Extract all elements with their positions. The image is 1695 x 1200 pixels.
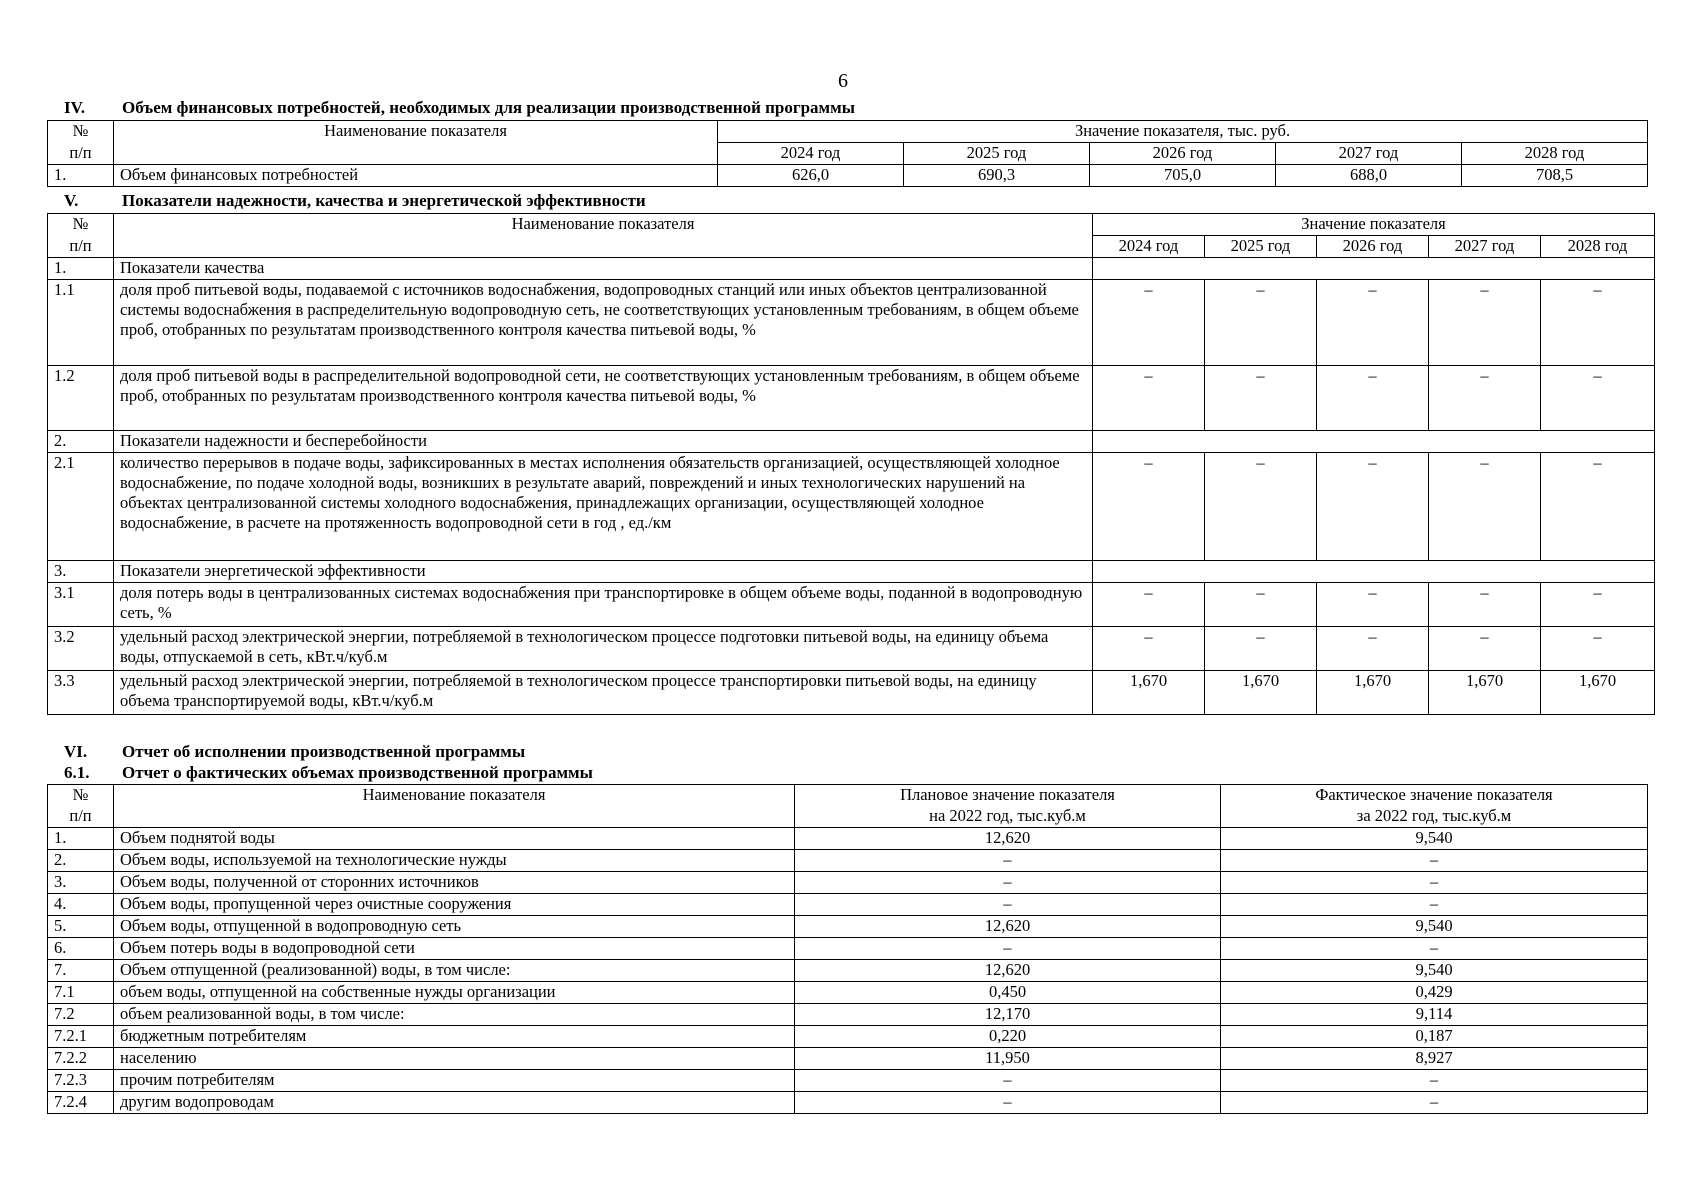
row-name: Объем финансовых потребностей: [114, 165, 718, 187]
row-name: объем реализованной воды, в том числе:: [114, 1004, 795, 1026]
row-value: 1,670: [1541, 671, 1655, 715]
row-name: Объем воды, полученной от сторонних источников: [114, 872, 795, 894]
row-fact: –: [1221, 1092, 1648, 1114]
row-value: –: [1541, 366, 1655, 431]
row-number: 7.2.1: [48, 1026, 114, 1048]
row-value: –: [1541, 280, 1655, 366]
header-value: Значение показателя: [1093, 214, 1655, 236]
header-year: 2025 год: [904, 143, 1090, 165]
header-name: Наименование показателя: [114, 785, 795, 807]
header-year: 2028 год: [1462, 143, 1648, 165]
row-fact: 8,927: [1221, 1048, 1648, 1070]
row-value: 1,670: [1093, 671, 1205, 715]
row-plan: 12,170: [795, 1004, 1221, 1026]
table-row: [48, 872, 1648, 894]
row-value: –: [1317, 280, 1429, 366]
header-year: 2025 год: [1205, 236, 1317, 258]
row-value: –: [1093, 280, 1205, 366]
section-iv-number: IV.: [64, 98, 85, 117]
row-fact: 0,187: [1221, 1026, 1648, 1048]
production-report-table: [47, 784, 1648, 1114]
section-vi-title: Отчет об исполнении производственной программы: [122, 742, 526, 761]
row-number: 7.: [48, 960, 114, 982]
row-plan: –: [795, 1070, 1221, 1092]
section-vi-heading: [64, 742, 525, 762]
header-year: 2024 год: [1093, 236, 1205, 258]
header-year: 2024 год: [718, 143, 904, 165]
row-fact: 9,114: [1221, 1004, 1648, 1026]
row-number: 4.: [48, 894, 114, 916]
header-no-line2: п/п: [48, 806, 114, 828]
section-6-1-number: 6.1.: [64, 763, 90, 782]
table-group-row: [48, 258, 1655, 280]
row-number: 2.: [48, 431, 114, 453]
row-empty: [1093, 258, 1655, 280]
row-name: Объем потерь воды в водопроводной сети: [114, 938, 795, 960]
row-value: –: [1541, 453, 1655, 561]
row-number: 5.: [48, 916, 114, 938]
row-value: 626,0: [718, 165, 904, 187]
header-year: 2027 год: [1276, 143, 1462, 165]
header-fact-line2: за 2022 год, тыс.куб.м: [1221, 806, 1648, 828]
header-no-line1: №: [48, 785, 114, 807]
row-fact: –: [1221, 850, 1648, 872]
table-row: [48, 366, 1655, 431]
row-number: 2.: [48, 850, 114, 872]
row-value: –: [1205, 583, 1317, 627]
table-row: [48, 916, 1648, 938]
section-6-1-title: Отчет о фактических объемах производственной программы: [122, 763, 593, 782]
row-value: –: [1541, 583, 1655, 627]
row-name: доля проб питьевой воды, подаваемой с источников водоснабжения, водопроводных станций или иных объектов централизованной системы водоснабжения в распределительную водопроводную сеть, не соответствующих установленным требованиям, в общем объеме проб, отобранных по результатам производственного контроля качества питьевой воды, %: [114, 280, 1093, 366]
row-value: –: [1205, 366, 1317, 431]
table-row: [48, 583, 1655, 627]
row-value: –: [1093, 627, 1205, 671]
header-name-cont: [114, 806, 795, 828]
row-value: 705,0: [1090, 165, 1276, 187]
header-no-line1: №: [48, 214, 114, 236]
row-value: –: [1317, 627, 1429, 671]
row-name: Объем воды, используемой на технологические нужды: [114, 850, 795, 872]
header-year: 2027 год: [1429, 236, 1541, 258]
header-year: 2028 год: [1541, 236, 1655, 258]
row-number: 7.1: [48, 982, 114, 1004]
row-name: Показатели качества: [114, 258, 1093, 280]
section-iv-heading: [64, 98, 855, 118]
row-value: –: [1093, 453, 1205, 561]
header-year: 2026 год: [1090, 143, 1276, 165]
row-name: другим водопроводам: [114, 1092, 795, 1114]
header-name-cont: [114, 236, 1093, 258]
row-value: 1,670: [1317, 671, 1429, 715]
row-number: 1.: [48, 828, 114, 850]
row-number: 6.: [48, 938, 114, 960]
row-plan: 12,620: [795, 916, 1221, 938]
row-number: 7.2.2: [48, 1048, 114, 1070]
row-plan: –: [795, 938, 1221, 960]
row-name: удельный расход электрической энергии, потребляемой в технологическом процессе подготовки питьевой воды, на единицу объема воды, отпускаемой в сеть, кВт.ч/куб.м: [114, 627, 1093, 671]
row-plan: 0,220: [795, 1026, 1221, 1048]
header-name: Наименование показателя: [114, 214, 1093, 236]
row-value: –: [1093, 366, 1205, 431]
row-fact: 9,540: [1221, 916, 1648, 938]
header-name-cont: [114, 143, 718, 165]
row-name: прочим потребителям: [114, 1070, 795, 1092]
row-empty: [1093, 561, 1655, 583]
table-row: [48, 938, 1648, 960]
header-no-line2: п/п: [48, 143, 114, 165]
table-row: [48, 1004, 1648, 1026]
row-plan: 11,950: [795, 1048, 1221, 1070]
row-name: бюджетным потребителям: [114, 1026, 795, 1048]
row-value: –: [1429, 627, 1541, 671]
table-row: [48, 453, 1655, 561]
row-empty: [1093, 431, 1655, 453]
row-name: доля проб питьевой воды в распределительной водопроводной сети, не соответствующих установленным требованиям, в общем объеме проб, отобранных по результатам производственного контроля качества питьевой воды, %: [114, 366, 1093, 431]
row-fact: –: [1221, 872, 1648, 894]
row-name: Объем отпущенной (реализованной) воды, в том числе:: [114, 960, 795, 982]
row-name: Объем поднятой воды: [114, 828, 795, 850]
table-row: [48, 627, 1655, 671]
row-number: 3.: [48, 872, 114, 894]
row-value: –: [1317, 453, 1429, 561]
row-value: –: [1429, 280, 1541, 366]
row-plan: –: [795, 894, 1221, 916]
row-plan: 12,620: [795, 960, 1221, 982]
row-name: Показатели надежности и бесперебойности: [114, 431, 1093, 453]
table-row: [48, 960, 1648, 982]
row-value: 1,670: [1205, 671, 1317, 715]
row-value: –: [1205, 453, 1317, 561]
page-number: 6: [838, 70, 848, 92]
row-number: 1.: [48, 165, 114, 187]
row-number: 7.2: [48, 1004, 114, 1026]
row-name: объем воды, отпущенной на собственные нужды организации: [114, 982, 795, 1004]
table-row: [48, 850, 1648, 872]
row-name: Объем воды, отпущенной в водопроводную сеть: [114, 916, 795, 938]
row-value: –: [1541, 627, 1655, 671]
reliability-quality-table: [47, 213, 1655, 715]
row-number: 3.: [48, 561, 114, 583]
row-name: количество перерывов в подаче воды, зафиксированных в местах исполнения обязательств организацией, осуществляющей холодное водоснабжение, по подаче холодной воды, возникших в результате аварий, повреждений и иных технологических нарушений на объектах централизованной системы холодного водоснабжения, принадлежащих организации, осуществляющей холодное водоснабжение, в расчете на протяженность водопроводной сети в год , ед./км: [114, 453, 1093, 561]
row-number: 3.3: [48, 671, 114, 715]
header-value: Значение показателя, тыс. руб.: [718, 121, 1648, 143]
row-value: 1,670: [1429, 671, 1541, 715]
table-group-row: [48, 561, 1655, 583]
row-plan: –: [795, 850, 1221, 872]
table-row: [48, 828, 1648, 850]
row-value: –: [1317, 366, 1429, 431]
row-number: 1.1: [48, 280, 114, 366]
row-value: 690,3: [904, 165, 1090, 187]
row-number: 3.2: [48, 627, 114, 671]
row-value: –: [1093, 583, 1205, 627]
section-v-heading: [64, 191, 646, 211]
row-name: населению: [114, 1048, 795, 1070]
row-number: 7.2.3: [48, 1070, 114, 1092]
row-plan: 0,450: [795, 982, 1221, 1004]
row-fact: –: [1221, 894, 1648, 916]
header-year: 2026 год: [1317, 236, 1429, 258]
row-name: доля потерь воды в централизованных системах водоснабжения при транспортировке в общем объеме воды, поданной в водопроводную сеть, %: [114, 583, 1093, 627]
table-row: [48, 1026, 1648, 1048]
header-name: Наименование показателя: [114, 121, 718, 143]
row-value: 708,5: [1462, 165, 1648, 187]
table-row: [48, 982, 1648, 1004]
table-row: [48, 671, 1655, 715]
table-row: [48, 1092, 1648, 1114]
table-row: [48, 280, 1655, 366]
header-plan-line2: на 2022 год, тыс.куб.м: [795, 806, 1221, 828]
row-plan: –: [795, 1092, 1221, 1114]
section-vi-number: VI.: [64, 742, 88, 761]
section-6-1-heading: [64, 763, 593, 783]
table-row: [48, 894, 1648, 916]
row-value: –: [1317, 583, 1429, 627]
row-number: 3.1: [48, 583, 114, 627]
table-row: [48, 1070, 1648, 1092]
row-fact: –: [1221, 938, 1648, 960]
row-number: 2.1: [48, 453, 114, 561]
row-name: удельный расход электрической энергии, потребляемой в технологическом процессе транспортировки питьевой воды, на единицу объема транспортируемой воды, кВт.ч/куб.м: [114, 671, 1093, 715]
row-value: –: [1429, 583, 1541, 627]
header-no-line1: №: [48, 121, 114, 143]
financial-needs-table: [47, 120, 1648, 187]
row-plan: –: [795, 872, 1221, 894]
row-fact: 9,540: [1221, 828, 1648, 850]
row-value: –: [1429, 366, 1541, 431]
row-name: Объем воды, пропущенной через очистные сооружения: [114, 894, 795, 916]
row-number: 1.: [48, 258, 114, 280]
table-group-row: [48, 431, 1655, 453]
table-row: [48, 1048, 1648, 1070]
row-value: –: [1429, 453, 1541, 561]
row-fact: 0,429: [1221, 982, 1648, 1004]
row-fact: –: [1221, 1070, 1648, 1092]
section-v-number: V.: [64, 191, 79, 210]
row-value: –: [1205, 627, 1317, 671]
section-v-title: Показатели надежности, качества и энергетической эффективности: [122, 191, 646, 210]
header-plan-line1: Плановое значение показателя: [795, 785, 1221, 807]
row-value: –: [1205, 280, 1317, 366]
section-iv-title: Объем финансовых потребностей, необходимых для реализации производственной программы: [122, 98, 855, 117]
row-fact: 9,540: [1221, 960, 1648, 982]
row-plan: 12,620: [795, 828, 1221, 850]
row-number: 7.2.4: [48, 1092, 114, 1114]
table-row: [48, 165, 1648, 187]
row-value: 688,0: [1276, 165, 1462, 187]
header-no-line2: п/п: [48, 236, 114, 258]
row-name: Показатели энергетической эффективности: [114, 561, 1093, 583]
header-fact-line1: Фактическое значение показателя: [1221, 785, 1648, 807]
row-number: 1.2: [48, 366, 114, 431]
